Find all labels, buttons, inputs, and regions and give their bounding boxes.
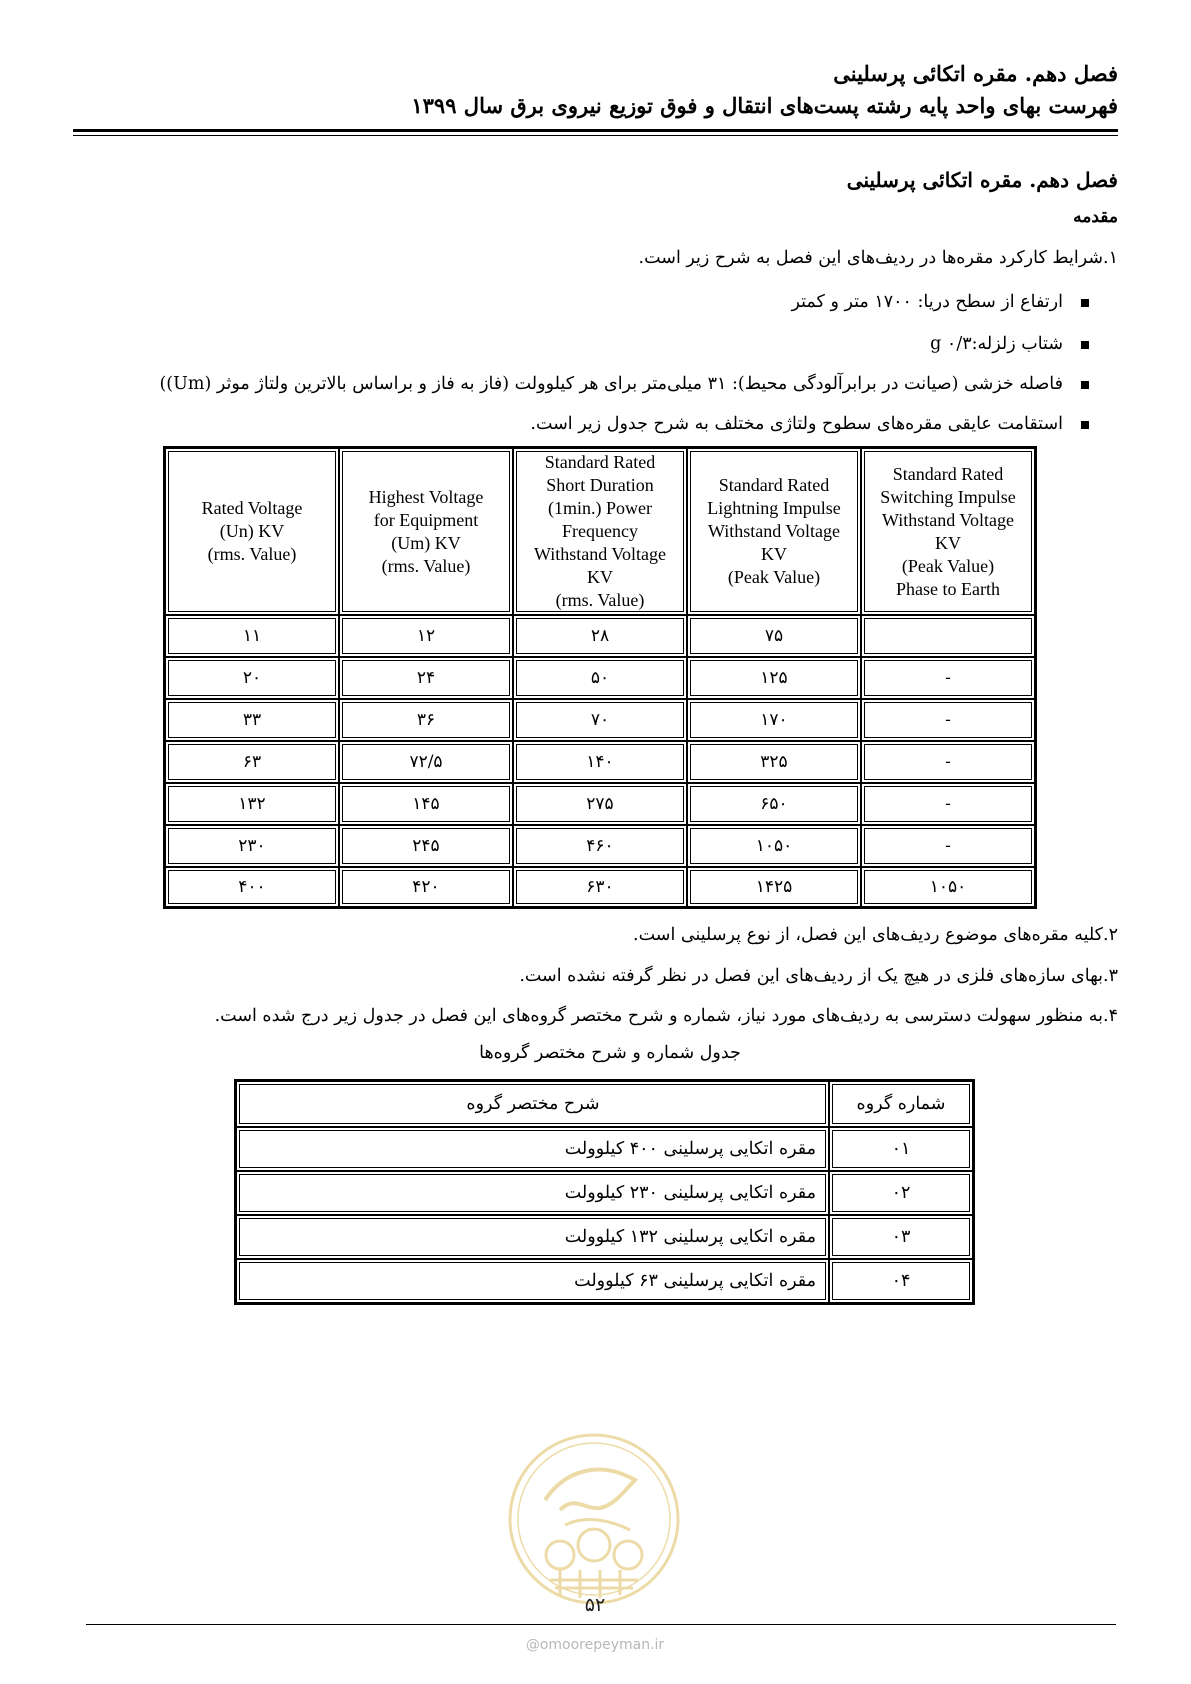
bullet-item: [930, 334, 1089, 354]
table-row: [236, 1259, 973, 1303]
bullet-item: [159, 374, 1089, 394]
table-cell: ۲۰: [165, 657, 339, 699]
table-cell: ۷۵: [687, 615, 861, 657]
paragraph-4: ۴.به منظور سهولت دسترسی به ردیف‌های مورد نیاز، شماره و شرح مختصر گروه‌های این فصل در جدول زیر درج شده است.: [214, 1006, 1118, 1026]
table-row: [165, 741, 1035, 783]
table-cell: -: [861, 783, 1035, 825]
table-cell: ۱۲: [339, 615, 513, 657]
bullet-item: [530, 414, 1089, 434]
table-cell: ۳۲۵: [687, 741, 861, 783]
group-number: ۰۱: [829, 1127, 973, 1171]
paragraph-2: ۲.کلیه مقره‌های موضوع ردیف‌های این فصل، از نوع پرسلینی است.: [633, 925, 1118, 945]
page-number: ۵۲: [584, 1594, 606, 1616]
table-row: [165, 657, 1035, 699]
square-bullet-icon: [1081, 341, 1089, 349]
table-row: [165, 783, 1035, 825]
header-divider: [73, 129, 1118, 136]
square-bullet-icon: [1081, 421, 1089, 429]
table-cell: ۱۰۵۰: [861, 867, 1035, 907]
group-number: ۰۳: [829, 1215, 973, 1259]
table-cell: ۱۱: [165, 615, 339, 657]
column-header: Rated Voltage (Un) KV (rms. Value): [165, 448, 339, 615]
table-cell: ۴۶۰: [513, 825, 687, 867]
table-cell: -: [861, 825, 1035, 867]
table-cell: ۱۳۲: [165, 783, 339, 825]
group-table-caption: جدول شماره و شرح مختصر گروه‌ها: [479, 1043, 741, 1063]
group-number: ۰۲: [829, 1171, 973, 1215]
bullet-text: شتاب زلزله:g ۰/۳: [930, 334, 1063, 354]
table-cell: ۲۴: [339, 657, 513, 699]
table-cell: ۶۳: [165, 741, 339, 783]
column-header: Standard Rated Short Duration (1min.) Power Frequency Withstand Voltage KV (rms. Value): [513, 448, 687, 615]
table-row: [236, 1171, 973, 1215]
paragraph-3: ۳.بهای سازه‌های فلزی در هیچ یک از ردیف‌های این فصل در نظر گرفته نشده است.: [519, 966, 1118, 986]
column-header: Highest Voltage for Equipment (Um) KV (rms. Value): [339, 448, 513, 615]
bullet-item: [792, 292, 1090, 312]
table-row: [236, 1215, 973, 1259]
table-cell: -: [861, 699, 1035, 741]
group-number: ۰۴: [829, 1259, 973, 1303]
group-table: [234, 1079, 975, 1305]
table-cell: ۷۰: [513, 699, 687, 741]
column-header: Standard Rated Lightning Impulse Withstand Voltage KV (Peak Value): [687, 448, 861, 615]
header-group-description: شرح مختصر گروه: [236, 1081, 829, 1127]
bullet-text: استقامت عایقی مقره‌های سطوح ولتاژی مختلف به شرح جدول زیر است.: [530, 414, 1063, 434]
table-row: [165, 615, 1035, 657]
paragraph-1: ۱.شرایط کارکرد مقره‌ها در ردیف‌های این فصل به شرح زیر است.: [638, 248, 1118, 268]
table-cell: ۳۳: [165, 699, 339, 741]
header-document-title: فهرست بهای واحد پایه رشته پست‌های انتقال و فوق توزیع نیروی برق سال ۱۳۹۹: [411, 93, 1118, 118]
page-header: [68, 58, 1118, 122]
table-header-row: [165, 448, 1035, 615]
square-bullet-icon: [1081, 381, 1089, 389]
table-cell: ۳۶: [339, 699, 513, 741]
table-cell: ۱۴۲۵: [687, 867, 861, 907]
table-cell: ۲۳۰: [165, 825, 339, 867]
table-cell: ۱۷۰: [687, 699, 861, 741]
table-cell: ۲۴۵: [339, 825, 513, 867]
table-cell: [861, 615, 1035, 657]
table-cell: -: [861, 741, 1035, 783]
group-description: مقره اتکایی پرسلینی ۴۰۰ کیلوولت: [236, 1127, 829, 1171]
table-cell: ۲۸: [513, 615, 687, 657]
group-description: مقره اتکایی پرسلینی ۲۳۰ کیلوولت: [236, 1171, 829, 1215]
bullet-text: فاصله خزشی (صیانت در برابرآلودگی محیط): ۳۱ میلی‌متر برای هر کیلوولت (فاز به فاز و براساس بالاترین ولتاژ موثر (Um)): [159, 374, 1063, 394]
table-header-row: [236, 1081, 973, 1127]
group-description: مقره اتکایی پرسلینی ۶۳ کیلوولت: [236, 1259, 829, 1303]
table-cell: ۲۷۵: [513, 783, 687, 825]
table-cell: ۱۰۵۰: [687, 825, 861, 867]
table-row: [165, 825, 1035, 867]
insulation-withstand-table: [163, 446, 1037, 909]
table-cell: ۱۴۵: [339, 783, 513, 825]
bullet-text: ارتفاع از سطح دریا: ۱۷۰۰ متر و کمتر: [791, 292, 1063, 312]
table-cell: ۶۵۰: [687, 783, 861, 825]
column-header: Standard Rated Switching Impulse Withstand Voltage KV (Peak Value) Phase to Earth: [861, 448, 1035, 615]
square-bullet-icon: [1081, 299, 1089, 307]
table-cell: -: [861, 657, 1035, 699]
site-credit: @omoorepeyman.ir: [525, 1637, 665, 1653]
header-group-number: شماره گروه: [829, 1081, 973, 1127]
intro-heading: مقدمه: [1073, 207, 1118, 227]
group-description: مقره اتکایی پرسلینی ۱۳۲ کیلوولت: [236, 1215, 829, 1259]
header-chapter-title: فصل دهم. مقره اتکائی پرسلینی: [833, 61, 1118, 86]
table-row: [236, 1127, 973, 1171]
table-row: [165, 699, 1035, 741]
omoorepeyman-seal-logo-icon: [505, 1430, 683, 1608]
table-cell: ۶۳۰: [513, 867, 687, 907]
chapter-title: فصل دهم. مقره اتکائی پرسلینی: [846, 168, 1118, 192]
table-cell: ۱۴۰: [513, 741, 687, 783]
table-cell: ۱۲۵: [687, 657, 861, 699]
table-cell: ۴۲۰: [339, 867, 513, 907]
table-cell: ۷۲/۵: [339, 741, 513, 783]
table-cell: ۵۰: [513, 657, 687, 699]
footer-divider: [86, 1624, 1116, 1625]
table-cell: ۴۰۰: [165, 867, 339, 907]
table-row: [165, 867, 1035, 907]
